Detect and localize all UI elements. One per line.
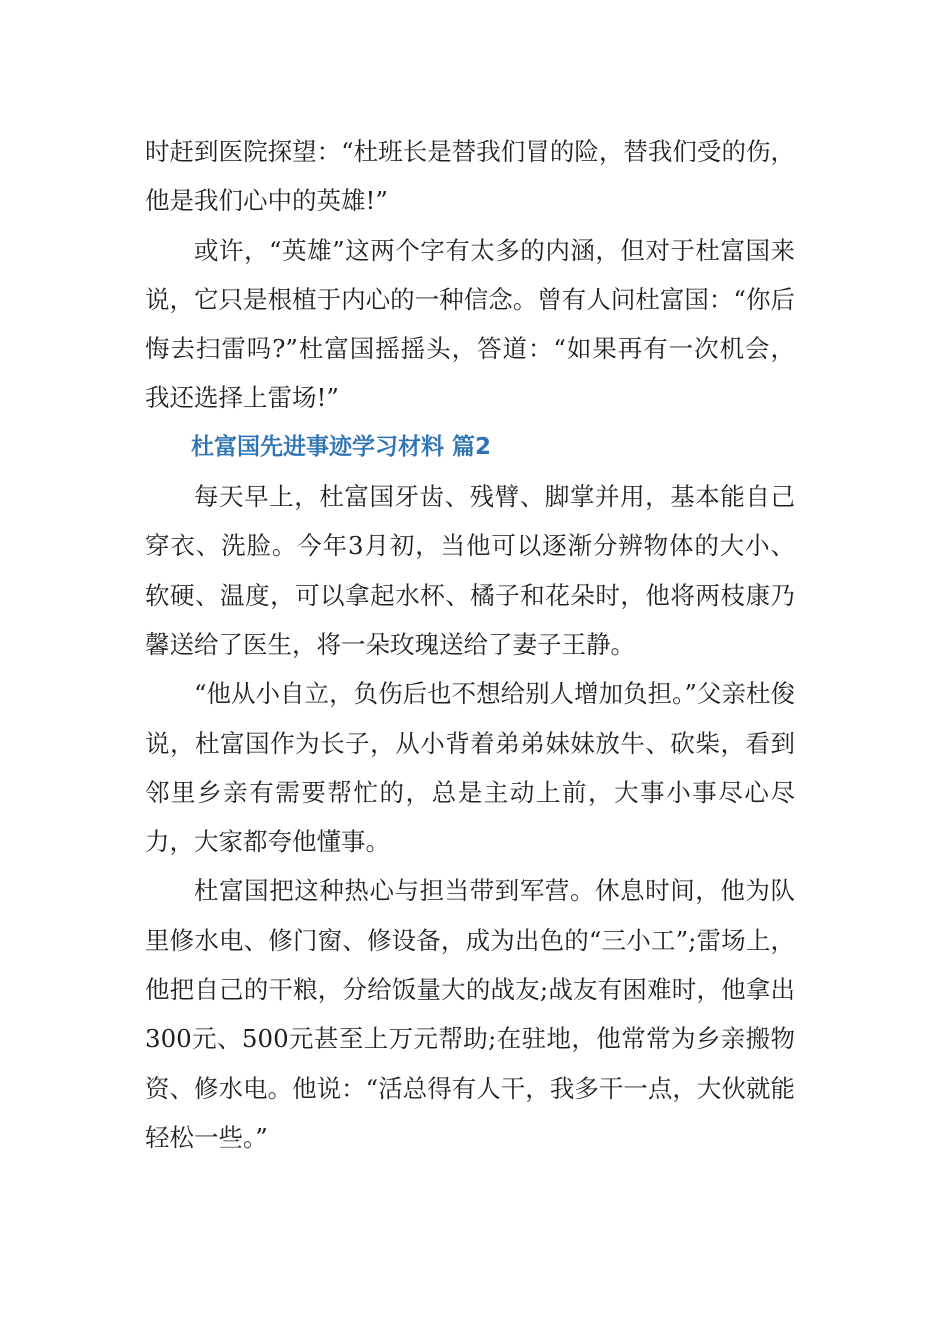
paragraph-daily-routine: 每天早上，杜富国牙齿、残臂、脚掌并用，基本能自己穿衣、洗脸。今年3月初，当他可以逐渐分辨物体的大小、软硬、温度，可以拿起水杯、橘子和花朵时，他将两枝康乃馨送给了医生，将一朵玫瑰送给了妻子王静。 — [145, 482, 795, 659]
document-body — [145, 127, 795, 1162]
paragraph-continued: 时赶到医院探望：“杜班长是替我们冒的险，替我们受的伤，他是我们心中的英雄!” — [145, 137, 795, 216]
paragraph-father-quote: “他从小自立，负伤后也不想给别人增加负担。”父亲杜俊说，杜富国作为长子，从小背着弟弟妹妹放牛、砍柴，看到邻里乡亲有需要帮忙的，总是主动上前，大事小事尽心尽力，大家都夸他懂事。 — [145, 679, 795, 857]
paragraph-hero-belief: 或许，“英雄”这两个字有太多的内涵，但对于杜富国来说，它只是根植于内心的一种信念。曾有人问杜富国：“你后悔去扫雷吗?”杜富国摇摇头，答道：“如果再有一次机会，我还选择上雷场!” — [145, 235, 795, 413]
section-heading: 杜富国先进事迹学习材料 篇2 — [191, 433, 492, 460]
paragraph-military-service: 杜富国把这种热心与担当带到军营。休息时间，他为队里修水电、修门窗、修设备，成为出色的“三小工”;雷场上，他把自己的干粮，分给饭量大的战友;战友有困难时，他拿出300元、500元甚至上万元帮助;在驻地，他常常为乡亲搬物资、修水电。他说：“活总得有人干，我多干一点，大伙就能轻松一些。” — [145, 876, 795, 1152]
